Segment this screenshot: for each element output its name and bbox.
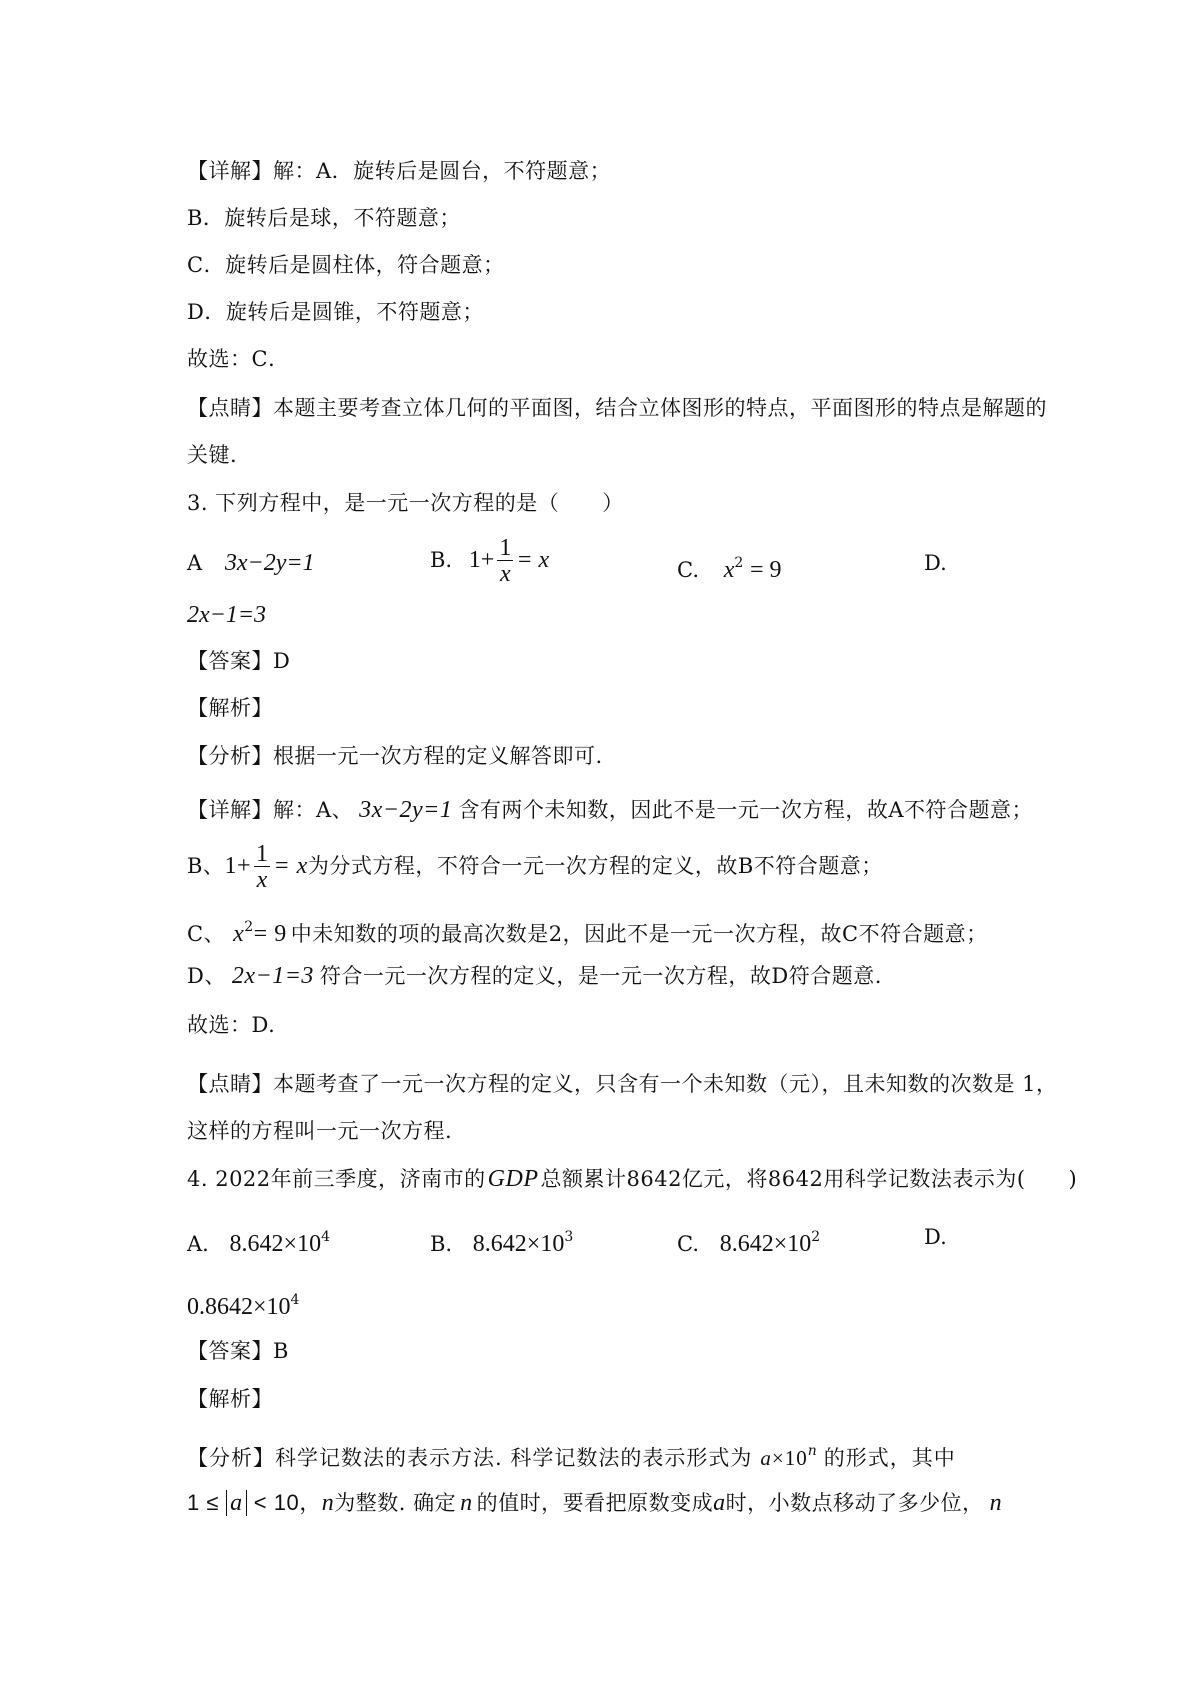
q3-detail-c-rest: = 9	[253, 921, 287, 947]
q3-option-b-denominator: x	[500, 561, 511, 587]
q4-option-c-label: C.	[677, 1232, 699, 1256]
q4-stem-gdp: GDP	[487, 1166, 539, 1192]
q3-detail-c-text: 中未知数的项的最高次数是2，因此不是一元一次方程，故C不符合题意；	[290, 922, 988, 946]
q4-option-a-exponent: 4	[321, 1229, 330, 1245]
q3-fenxi: 【分析】根据一元一次方程的定义解答即可.	[187, 744, 603, 768]
q4-option-a-base: 8.642×10	[229, 1231, 322, 1257]
q2-detail-d: D．旋转后是圆锥，不符题意；	[187, 300, 484, 324]
q3-detail-c-exponent: 2	[244, 919, 254, 935]
q3-answer: 【答案】D	[187, 649, 291, 673]
q4-fenxi-a: a	[760, 1446, 772, 1470]
q4-option-d-label: D.	[924, 1225, 947, 1249]
q3-option-b-lead: 1+	[468, 547, 495, 573]
q4-range-upper: < 10，	[253, 1490, 322, 1515]
q4-option-c-exponent: 2	[811, 1229, 821, 1245]
q3-option-c-exponent: 2	[734, 555, 744, 571]
q4-option-b-base: 8.642×10	[472, 1231, 565, 1257]
q3-choose: 故选：D.	[187, 1013, 276, 1037]
q4-determine-a: a	[713, 1490, 726, 1516]
q3-detail-c-prefix: C、	[187, 922, 226, 946]
q4-option-c-base: 8.642×10	[719, 1231, 812, 1257]
q4-fenxi-line1	[187, 1436, 956, 1473]
q3-option-c-base: x	[723, 557, 735, 583]
q3-option-b-tail: = x	[516, 547, 550, 573]
q3-detail-b-numerator: 1	[255, 841, 269, 867]
q3-option-d-label: D.	[924, 551, 947, 575]
q3-option-d-expression: 2x−1=3	[187, 602, 267, 628]
q3-detail-a	[187, 795, 1033, 825]
q3-detail-a-math: 3x−2y=1	[359, 797, 453, 823]
q4-range-text: 为整数. 确定	[334, 1491, 457, 1515]
q4-option-d-exponent: 4	[290, 1292, 300, 1308]
q3-dianjing-line1: 【点睛】本题考查了一元一次方程的定义，只含有一个未知数（元），且未知数的次数是 1，	[187, 1072, 1058, 1096]
q4-fenxi-n: n	[807, 1443, 818, 1459]
q3-detail-d-prefix: D、	[187, 964, 226, 988]
q2-detail-b: B．旋转后是球，不符题意；	[187, 206, 461, 230]
q4-option-a	[187, 1222, 330, 1259]
q4-option-b-label: B.	[430, 1232, 453, 1256]
q4-range-lower: 1 ≤	[187, 1490, 219, 1515]
q4-stem	[187, 1164, 1077, 1194]
q4-determine-suffix: 时，小数点移动了多少位，	[725, 1491, 984, 1515]
q4-fenxi-times10: ×10	[771, 1446, 808, 1470]
q4-determine-text: 的值时，要看把原数变成	[476, 1491, 714, 1515]
q3-option-b-fraction	[497, 536, 513, 587]
q2-detail-a: 【详解】解：A．旋转后是圆台，不符题意；	[187, 159, 612, 183]
q3-dianjing-line2: 这样的方程叫一元一次方程.	[187, 1119, 453, 1143]
q3-detail-d	[187, 961, 882, 991]
q4-stem-prefix: 4. 2022年前三季度，济南市的	[187, 1167, 486, 1191]
q3-detail-d-text: 符合一元一次方程的定义，是一元一次方程，故D符合题意.	[319, 964, 882, 988]
q3-option-b-label: B.	[430, 548, 453, 572]
q4-option-a-label: A.	[187, 1232, 209, 1256]
q4-stem-text: 总额累计8642亿元，将8642用科学记数法表示为( )	[540, 1167, 1078, 1191]
q3-detail-d-math: 2x−1=3	[231, 963, 314, 989]
q4-fenxi-line2	[187, 1488, 1002, 1518]
q3-detail-b-lead: 1+	[224, 853, 251, 879]
q4-answer: 【答案】B	[187, 1339, 289, 1363]
q3-option-a-math: 3x−2y=1	[224, 550, 315, 576]
q4-option-b	[430, 1222, 573, 1259]
q3-detail-a-prefix: 【详解】解：A、	[187, 798, 354, 822]
q3-stem: 3. 下列方程中，是一元一次方程的是（ ）	[187, 491, 624, 515]
q4-option-b-exponent: 3	[564, 1229, 574, 1245]
q3-detail-b-fraction	[254, 842, 271, 893]
q3-option-d-math	[187, 600, 266, 630]
q2-choose: 故选：C．	[187, 347, 290, 371]
q3-detail-b	[187, 842, 883, 893]
q4-range-abs-a: a	[226, 1490, 247, 1516]
q3-option-b-numerator: 1	[499, 535, 512, 561]
q2-dianjing-line1: 【点睛】本题主要考查立体几何的平面图，结合立体图形的特点，平面图形的特点是解题的	[187, 396, 1047, 420]
q3-option-c-rest: = 9	[749, 557, 782, 583]
q4-trailing-n: n	[989, 1490, 1003, 1516]
q2-detail-c: C．旋转后是圆柱体，符合题意；	[187, 253, 505, 277]
q4-analysis-heading: 【解析】	[187, 1387, 273, 1411]
q4-range-n: n	[321, 1490, 335, 1516]
q3-analysis-heading: 【解析】	[187, 696, 273, 720]
q3-detail-b-text: 为分式方程，不符合一元一次方程的定义，故B不符合题意；	[307, 854, 883, 878]
q3-option-c-label: C.	[677, 558, 699, 582]
q3-option-c	[677, 548, 782, 585]
q4-determine-n: n	[460, 1490, 473, 1516]
q3-option-a	[187, 548, 315, 578]
q3-detail-c-base: x	[233, 921, 245, 947]
q3-detail-b-tail: = x	[273, 853, 308, 879]
q4-option-c	[677, 1222, 820, 1259]
q3-detail-b-denominator: x	[256, 867, 268, 893]
q3-option-b	[430, 536, 549, 587]
q3-option-a-label: A	[187, 551, 203, 575]
q4-option-d	[187, 1285, 299, 1322]
q4-fenxi-prefix: 【分析】科学记数法的表示方法. 科学记数法的表示形式为	[187, 1446, 753, 1470]
q4-fenxi-suffix: 的形式，其中	[823, 1446, 956, 1470]
q3-detail-a-text: 含有两个未知数，因此不是一元一次方程，故A不符合题意；	[458, 798, 1034, 822]
q4-option-d-base: 0.8642×10	[187, 1294, 291, 1320]
q3-detail-c	[187, 912, 988, 949]
q2-dianjing-line2: 关键.	[187, 443, 238, 467]
q3-detail-b-prefix: B、	[187, 854, 225, 878]
